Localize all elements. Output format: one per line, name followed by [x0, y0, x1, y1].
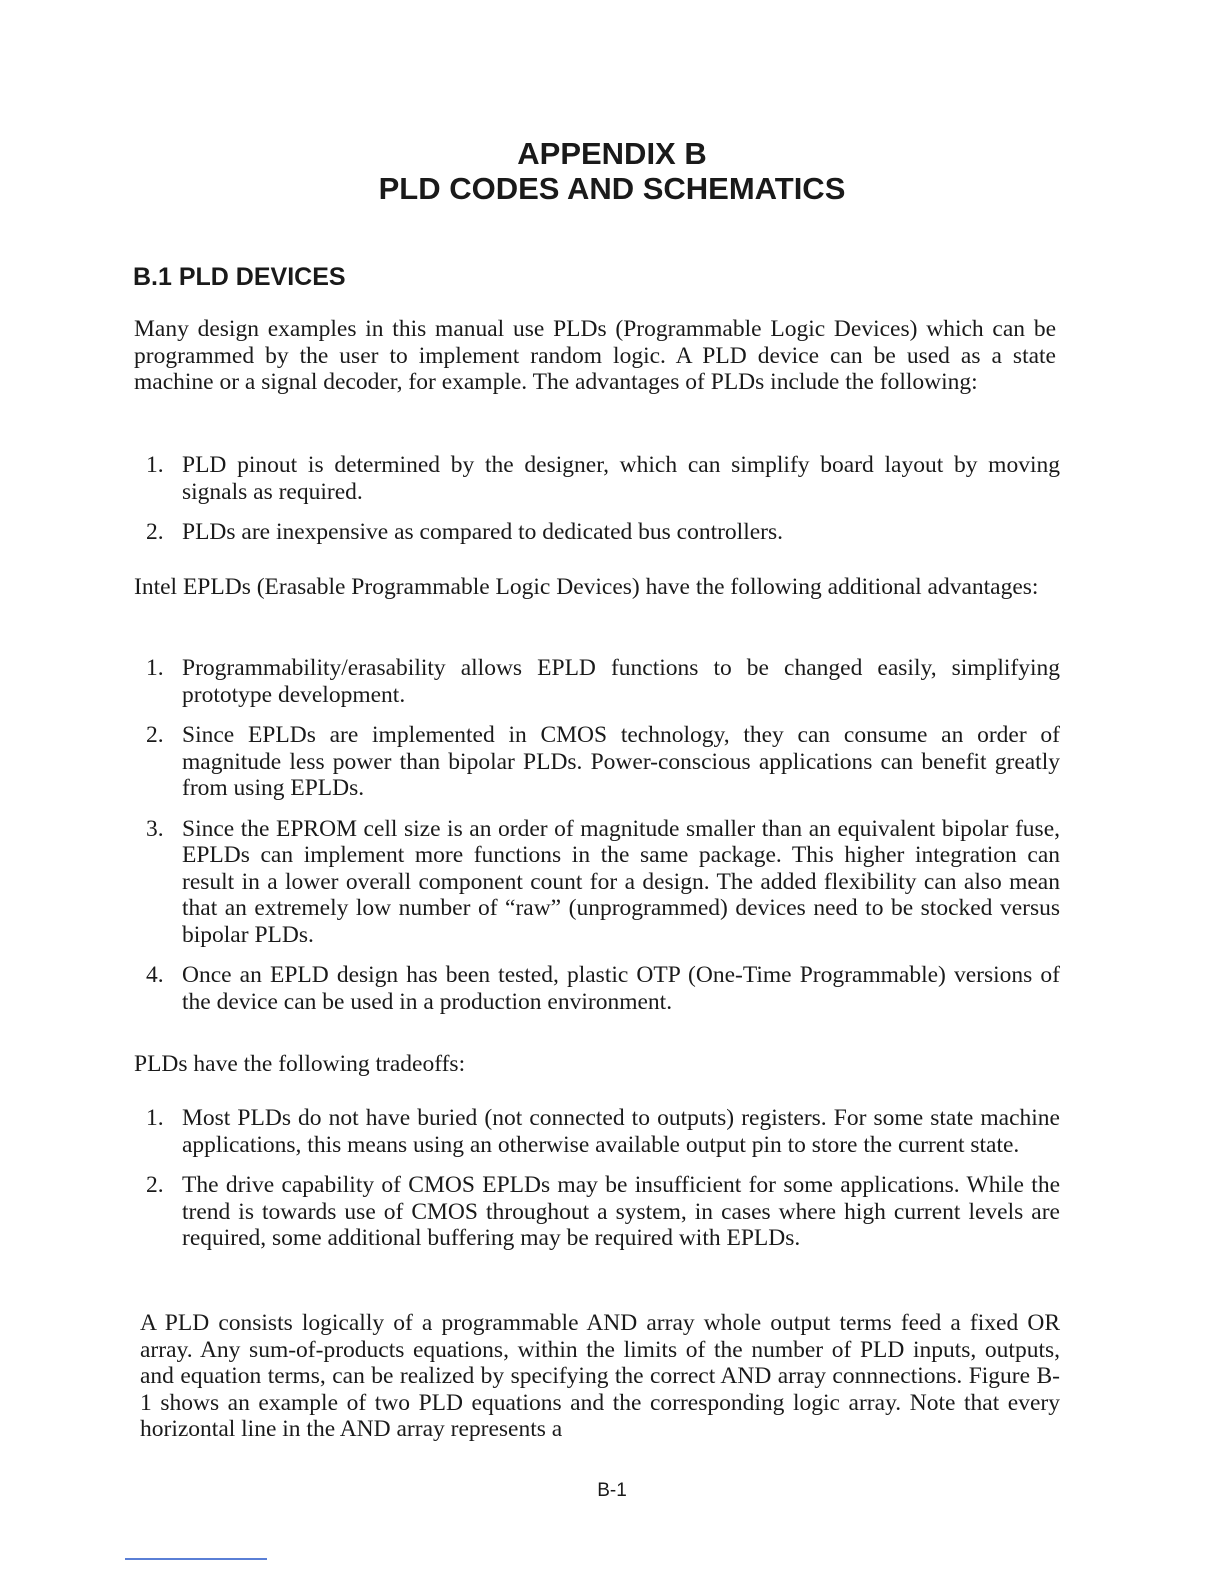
list-item-text: Since EPLDs are implemented in CMOS technology, they can consume an order of magnitude less power than bipolar PLDs. Power-conscious applications can benefit greatly from using EPLDs. [182, 722, 1060, 801]
intro-paragraph: Many design examples in this manual use PLDs (Programmable Logic Devices) which can be programmed by the user to implement random logic. A PLD device can be used as a state machine or a signal decoder, for example. The advantages of PLDs include the following: [134, 316, 1056, 395]
appendix-subtitle: PLD CODES AND SCHEMATICS [378, 171, 846, 206]
list-item [138, 655, 1060, 708]
list-item-number: 4. [146, 962, 164, 988]
list-item [138, 1105, 1060, 1158]
list-item [138, 816, 1060, 949]
list-item-number: 3. [146, 815, 164, 842]
list-item [138, 519, 1060, 546]
list-item-text: Programmability/erasability allows EPLD functions to be changed easily, simplifying prototype development. [182, 655, 1060, 708]
list-item-text: Since the EPROM cell size is an order of magnitude smaller than an equivalent bipolar fuse, EPLDs can implement more functions in the same package. This higher integration can result in a lower overall component count for a design. The added flexibility can also mean that an extremely low number of “raw” (unprogrammed) devices need to be stocked versus bipolar PLDs. [182, 815, 1060, 948]
appendix-title: APPENDIX B [517, 136, 707, 171]
pld-advantages-list [138, 452, 1060, 560]
list-item-number: 2. [146, 1172, 164, 1198]
list-item [138, 722, 1060, 802]
page-number: B-1 [597, 1480, 627, 1501]
list-item-number: 1. [146, 655, 164, 681]
list-item-text: Once an EPLD design has been tested, plastic OTP (One-Time Programmable) versions of the device can be used in a production environment. [182, 962, 1060, 1015]
list-item-text: PLDs are inexpensive as compared to dedicated bus controllers. [182, 519, 784, 545]
list-item-number: 2. [146, 722, 164, 748]
list-item-number: 1. [146, 452, 164, 478]
list-item [138, 962, 1060, 1015]
list-item-number: 2. [146, 519, 164, 545]
list-item-number: 1. [146, 1105, 164, 1131]
list-item-text: The drive capability of CMOS EPLDs may be insufficient for some applications. While the trend is towards use of CMOS throughout a system, in cases where high current levels are required, some additional buffering may be required with EPLDs. [182, 1172, 1060, 1251]
tradeoffs-paragraph: PLDs have the following tradeoffs: [134, 1051, 466, 1077]
list-item [138, 452, 1060, 505]
epld-paragraph: Intel EPLDs (Erasable Programmable Logic Devices) have the following additional advantages: [134, 574, 1039, 600]
tradeoffs-list [138, 1105, 1060, 1266]
section-heading: B.1 PLD DEVICES [133, 263, 346, 291]
list-item [138, 1172, 1060, 1252]
list-item-text: Most PLDs do not have buried (not connected to outputs) registers. For some state machine applications, this means using an otherwise available output pin to store the current state. [182, 1105, 1060, 1158]
epld-advantages-list [138, 655, 1060, 1029]
list-item-text: PLD pinout is determined by the designer, which can simplify board layout by moving signals as required. [182, 452, 1060, 505]
pld-logic-paragraph: A PLD consists logically of a programmable AND array whole output terms feed a fixed OR array. Any sum-of-products equations, within the limits of the number of PLD inputs, outputs, and equation terms, can be realized by specifying the correct AND array connnections. Figure B-1 shows an example of two PLD equations and the corresponding logic array. Note that every horizontal line in the AND array represents a [140, 1310, 1060, 1442]
scan-artifact-line [125, 1558, 267, 1560]
